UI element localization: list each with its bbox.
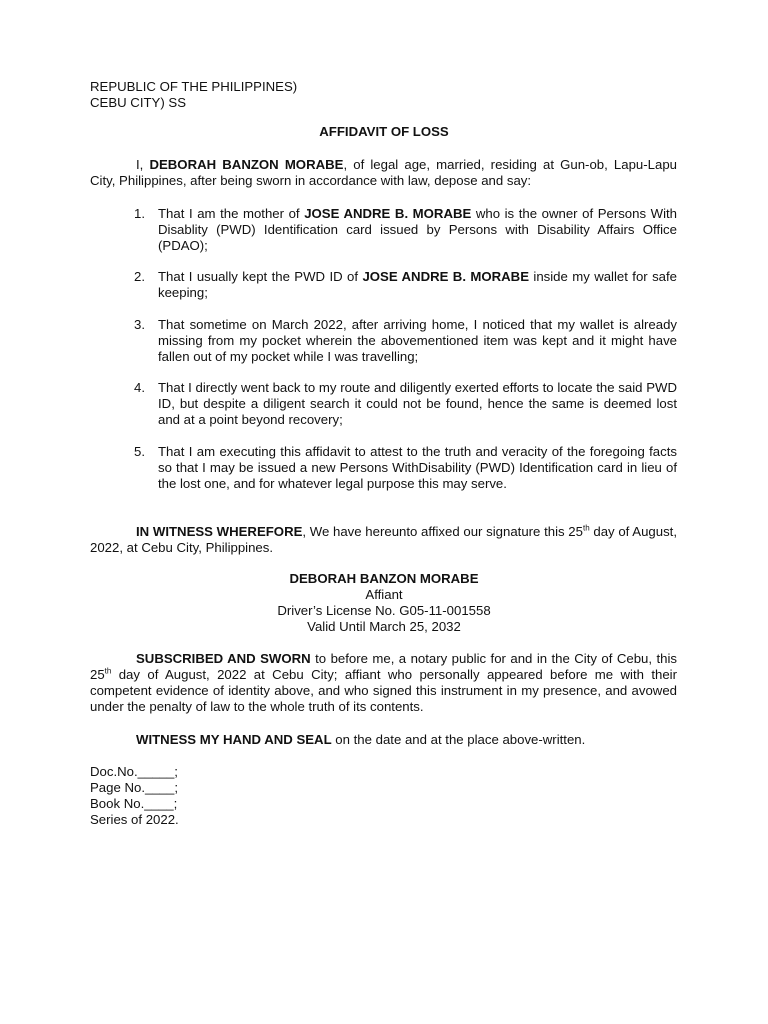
- document-title: AFFIDAVIT OF LOSS: [319, 124, 449, 139]
- item-text-pre: That I usually kept the PWD ID of: [158, 269, 363, 284]
- notarial-registry: [90, 764, 179, 828]
- signatory-name: DEBORAH BANZON MORABE: [289, 571, 479, 586]
- witness-paragraph: [90, 524, 677, 556]
- signatory-license: Driver’s License No. G05-11-001558: [277, 603, 491, 618]
- jurat-bold: SUBSCRIBED AND SWORN: [136, 651, 311, 666]
- registry-series: Series of 2022.: [90, 812, 179, 827]
- item-number: 1.: [134, 206, 145, 221]
- item-number: 4.: [134, 380, 145, 395]
- item-number: 3.: [134, 317, 145, 332]
- registry-page-no: Page No.____;: [90, 780, 178, 795]
- venue-republic: REPUBLIC OF THE PHILIPPINES): [90, 79, 298, 94]
- item-text: That I directly went back to my route and diligently exerted efforts to locate the said PWD ID, but despite a diligent search it could not be found, hence the same is deemed lost and at a point beyond recovery;: [158, 380, 677, 427]
- registry-book-no: Book No.____;: [90, 796, 178, 811]
- item-text: [158, 269, 677, 301]
- intro-pre: I,: [136, 157, 150, 172]
- witness-sup: th: [582, 523, 590, 533]
- witness-pre: , We have hereunto affixed our signature this 25: [302, 524, 583, 539]
- item-text: [158, 206, 677, 254]
- affiant-name: DEBORAH BANZON MORABE: [149, 157, 344, 172]
- item-number: 5.: [134, 444, 145, 459]
- hand-seal-paragraph: [90, 732, 677, 748]
- signatory-license-validity: Valid Until March 25, 2032: [307, 619, 461, 634]
- list-item: [90, 444, 677, 492]
- item-text-pre: That I am the mother of: [158, 206, 305, 221]
- venue-city: CEBU CITY) SS: [90, 95, 186, 110]
- jurat-sup: th: [104, 666, 112, 676]
- intro-paragraph: [90, 157, 677, 189]
- item-text-bold: JOSE ANDRE B. MORABE: [304, 206, 472, 221]
- jurat-post: day of August, 2022 at Cebu City; affiant who personally appeared before me with their competent evidence of identity above, and who signed this instrument in my presence, and avowed under the penalty of law to the whole truth of its contents.: [90, 667, 677, 714]
- venue-header: [90, 79, 297, 111]
- registry-doc-no: Doc.No._____;: [90, 764, 178, 779]
- witness-post: day of August, 2022, at Cebu City, Philippines.: [90, 524, 678, 555]
- signature-block: [0, 571, 768, 635]
- list-item: [90, 269, 677, 301]
- jurat-pre: to before me, a notary public for and in the City of Cebu, this 25: [90, 651, 677, 682]
- hand-seal-post: on the date and at the place above-written.: [331, 732, 586, 747]
- item-text: That I am executing this affidavit to attest to the truth and veracity of the foregoing facts so that I may be issued a new Persons WithDisability (PWD) Identification card in lieu of the lost one, and for whatever legal purpose this may serve.: [158, 444, 677, 491]
- item-text-bold: JOSE ANDRE B. MORABE: [362, 269, 529, 284]
- jurat-paragraph: [90, 651, 677, 715]
- list-item: [90, 206, 677, 254]
- item-text-post: inside my wallet for safe keeping;: [158, 269, 678, 300]
- item-text-post: who is the owner of Persons With Disablity (PWD) Identification card issued by Persons with Disability Affairs Office (PDAO);: [158, 206, 678, 253]
- signatory-role: Affiant: [365, 587, 403, 602]
- list-item: [90, 317, 677, 365]
- hand-seal-bold: WITNESS MY HAND AND SEAL: [136, 732, 332, 747]
- list-item: [90, 380, 677, 428]
- item-text: That sometime on March 2022, after arriving home, I noticed that my wallet is already missing from my pocket wherein the abovementioned item was kept and it might have fallen out of my pocket while I was travelling;: [158, 317, 677, 364]
- item-number: 2.: [134, 269, 145, 284]
- witness-bold: IN WITNESS WHEREFORE: [136, 524, 303, 539]
- intro-post: , of legal age, married, residing at Gun-ob, Lapu-Lapu City, Philippines, after being sworn in accordance with law, depose and say:: [90, 157, 677, 188]
